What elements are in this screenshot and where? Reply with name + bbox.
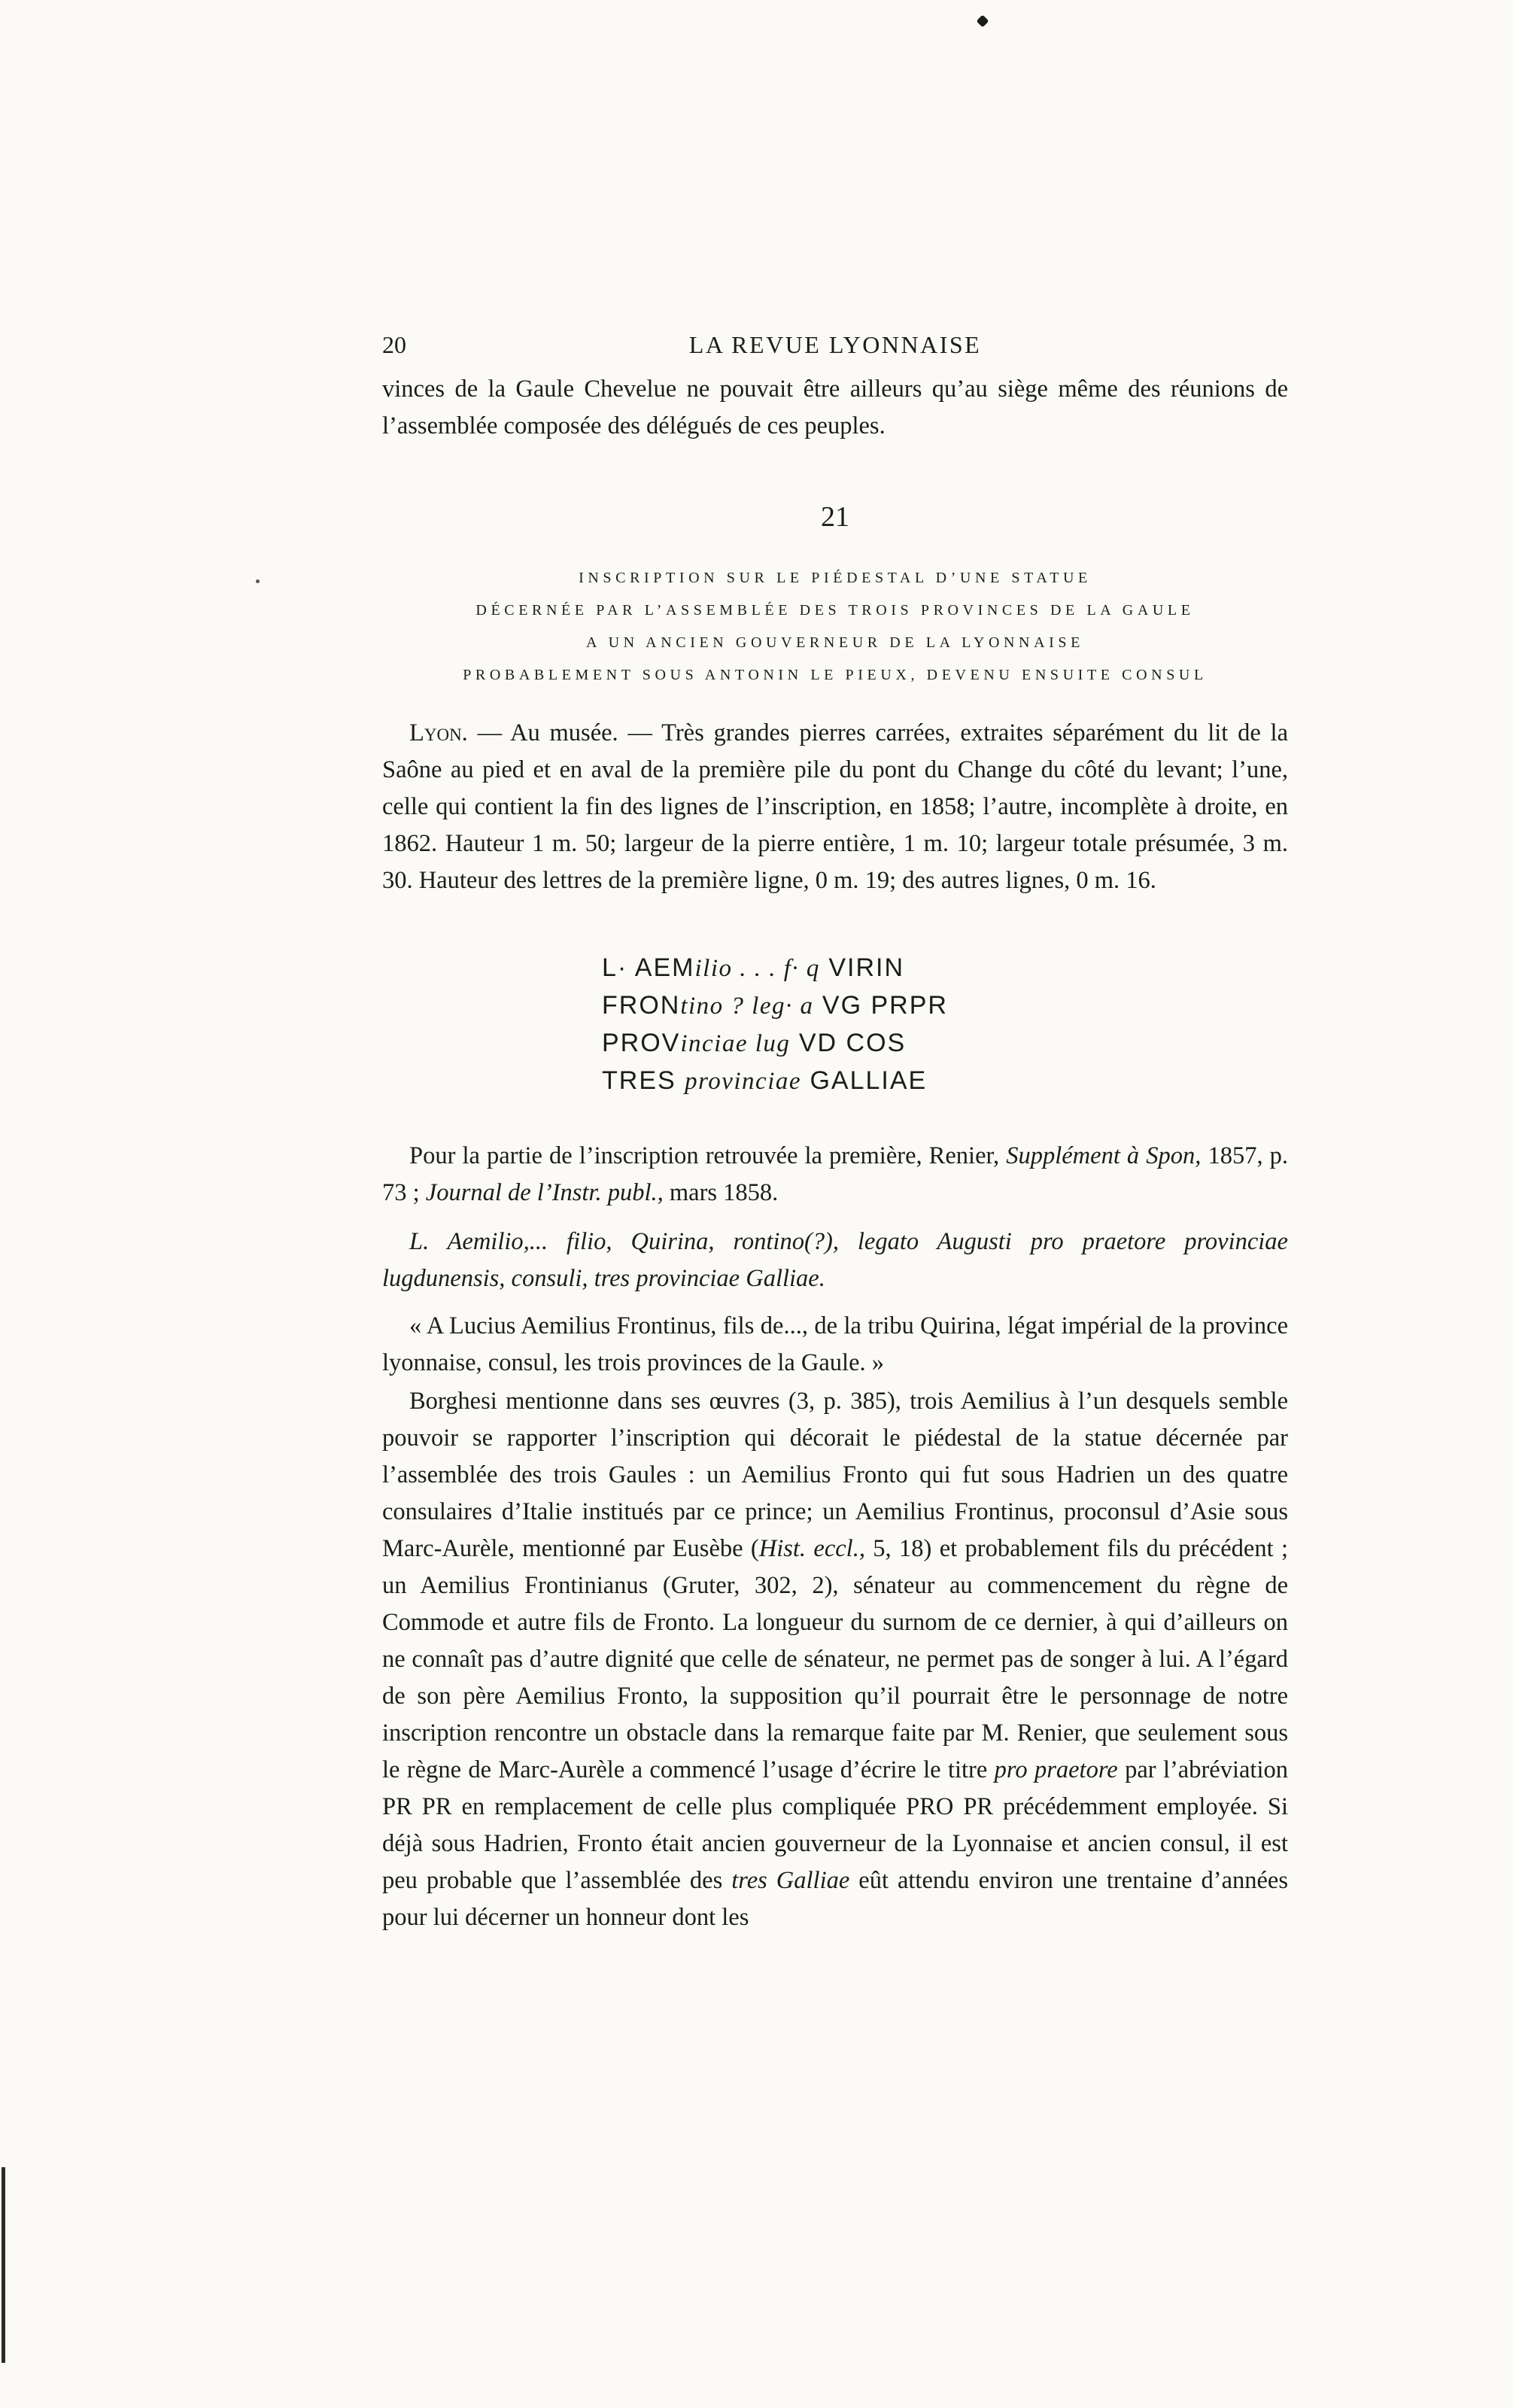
- source-post: mars 1858.: [663, 1179, 779, 1206]
- heading-line-2: DÉCERNÉE PAR L’ASSEMBLÉE DES TROIS PROVINCES DE LA GAULE: [475, 602, 1195, 619]
- commentary-part-1: Borghesi mentionne dans ses œuvres (3, p. 385), trois Aemilius à l’un desquels semble pouvoir se rapporter l’inscription qui décorait le piédestal de la statue décernée par l’assemblée des trois Gaules : un Aemilius Fronto qui fut sous Hadrien un des quatre consulaires d’Italie institués par ce prince; un Aemilius Frontinus, proconsul d’Asie sous Marc-Aurèle, mentionné par Eusèbe (: [382, 1388, 1288, 1562]
- scan-edge-mark: [2, 2167, 5, 2363]
- intro-paragraph: vinces de la Gaule Chevelue ne pouvait être ailleurs qu’au siège même des réunions de l’assemblée composée des délégués de ces peuples.: [382, 375, 1288, 439]
- heading-line-3: A UN ANCIEN GOUVERNEUR DE LA LYONNAISE: [586, 634, 1084, 651]
- inscr-1-caps: L· AEM: [602, 953, 695, 982]
- page-number: 20: [382, 331, 406, 358]
- inscr-4-restored: provinciae: [685, 1068, 802, 1095]
- inscription-line-2: [602, 987, 1144, 1025]
- running-header: [382, 330, 1288, 360]
- source-mid: 1857, p. 73 ;: [382, 1142, 1289, 1206]
- latin-transcription: L. Aemilio,... filio, Quirina, rontino(?), legato Augusti pro praetore provinciae lugdunensis, consuli, tres provinciae Galliae.: [382, 1228, 1288, 1292]
- heading-line-1: INSCRIPTION SUR LE PIÉDESTAL D’UNE STATUE: [579, 570, 1092, 586]
- source-work-1: Supplément à Spon,: [1006, 1142, 1202, 1169]
- inscription-line-1: [602, 950, 1144, 987]
- translation-paragraph: « A Lucius Aemilius Frontinus, fils de..., de la tribu Quirina, légat impérial de la province lyonnaise, consul, les trois provinces de la Gaule. »: [382, 1312, 1288, 1376]
- inscr-1-restored: ilio . . . f· q: [694, 955, 820, 982]
- description-text: — Au musée. — Très grandes pierres carrées, extraites séparément du lit de la Saône au pied et en aval de la première pile du pont du Change du côté du levant; l’une, celle qui contient la fin des lignes de l’inscription, en 1858; l’autre, incomplète à droite, en 1862. Hauteur 1 m. 50; largeur de la pierre entière, 1 m. 10; largeur totale présumée, 3 m. 30. Hauteur des lettres de la première ligne, 0 m. 19; des autres lignes, 0 m. 16.: [382, 719, 1288, 894]
- section-number: 21: [821, 501, 849, 533]
- source-work-2: Journal de l’Instr. publ.,: [425, 1179, 664, 1206]
- heading-line-4: PROBABLEMENT SOUS ANTONIN LE PIEUX, DEVENU ENSUITE CONSUL: [463, 667, 1208, 683]
- inscr-4-caps: TRES: [602, 1066, 685, 1095]
- inscription-line-4: [602, 1063, 1144, 1100]
- commentary-part-2: 5, 18) et probablement fils du précédent ; un Aemilius Frontinianus (Gruter, 302, 2), sénateur au commencement du règne de Commode et autre fils de Fronto. La longueur du surnom de ce dernier, à qui d’ailleurs on ne connaît pas d’autre dignité que celle de sénateur, ne permet pas de songer à lui. A l’égard de son père Aemilius Fronto, la supposition qu’il pourrait être le personnage de notre inscription rencontre un obstacle dans la remarque faite par M. Renier, que seulement sous le règne de Marc-Aurèle a commencé l’usage d’écrire le titre: [382, 1535, 1288, 1783]
- commentary-term-2: tres Galliae: [731, 1867, 850, 1894]
- inscr-3-caps: PROV: [602, 1029, 681, 1057]
- commentary-term-1: pro praetore: [994, 1756, 1118, 1783]
- transcription-paragraph: [382, 1224, 1288, 1297]
- source-paragraph: [382, 1138, 1288, 1212]
- inscr-2-caps: FRON: [602, 991, 681, 1020]
- commentary-reference: Hist. eccl.,: [758, 1535, 865, 1562]
- inscr-1-caps-end: VIRIN: [819, 953, 905, 982]
- commentary-part-3: par l’abréviation PR PR en remplacement de celle plus compliquée PRO PR précédemment employée. Si déjà sous Hadrien, Fronto était ancien gouverneur de la Lyonnaise et ancien consul, il est peu probable que l’assemblée des: [382, 1756, 1288, 1894]
- commentary-part-4: eût attendu environ une trentaine d’années pour lui décerner un honneur dont les: [382, 1867, 1288, 1931]
- inscr-4-caps-end: GALLIAE: [801, 1066, 928, 1095]
- inscription-line-3: [602, 1025, 1144, 1063]
- commentary-paragraph: [382, 1383, 1288, 1936]
- source-pre: Pour la partie de l’inscription retrouvée la première, Renier,: [409, 1142, 1007, 1169]
- running-title: LA REVUE LYONNAISE: [688, 331, 982, 358]
- inscr-2-restored: tino ? leg· a: [680, 993, 814, 1020]
- inscr-3-caps-end: VD COS: [790, 1029, 907, 1057]
- location-name: Lyon.: [409, 719, 468, 746]
- inscription-block: [602, 950, 1144, 1100]
- description-paragraph: [382, 715, 1288, 899]
- ink-mark: [977, 15, 989, 28]
- ink-speck: [256, 579, 260, 583]
- inscr-3-restored: inciae lug: [680, 1030, 791, 1057]
- section-heading: [382, 562, 1288, 692]
- inscr-2-caps-end: VG PRPR: [813, 991, 948, 1020]
